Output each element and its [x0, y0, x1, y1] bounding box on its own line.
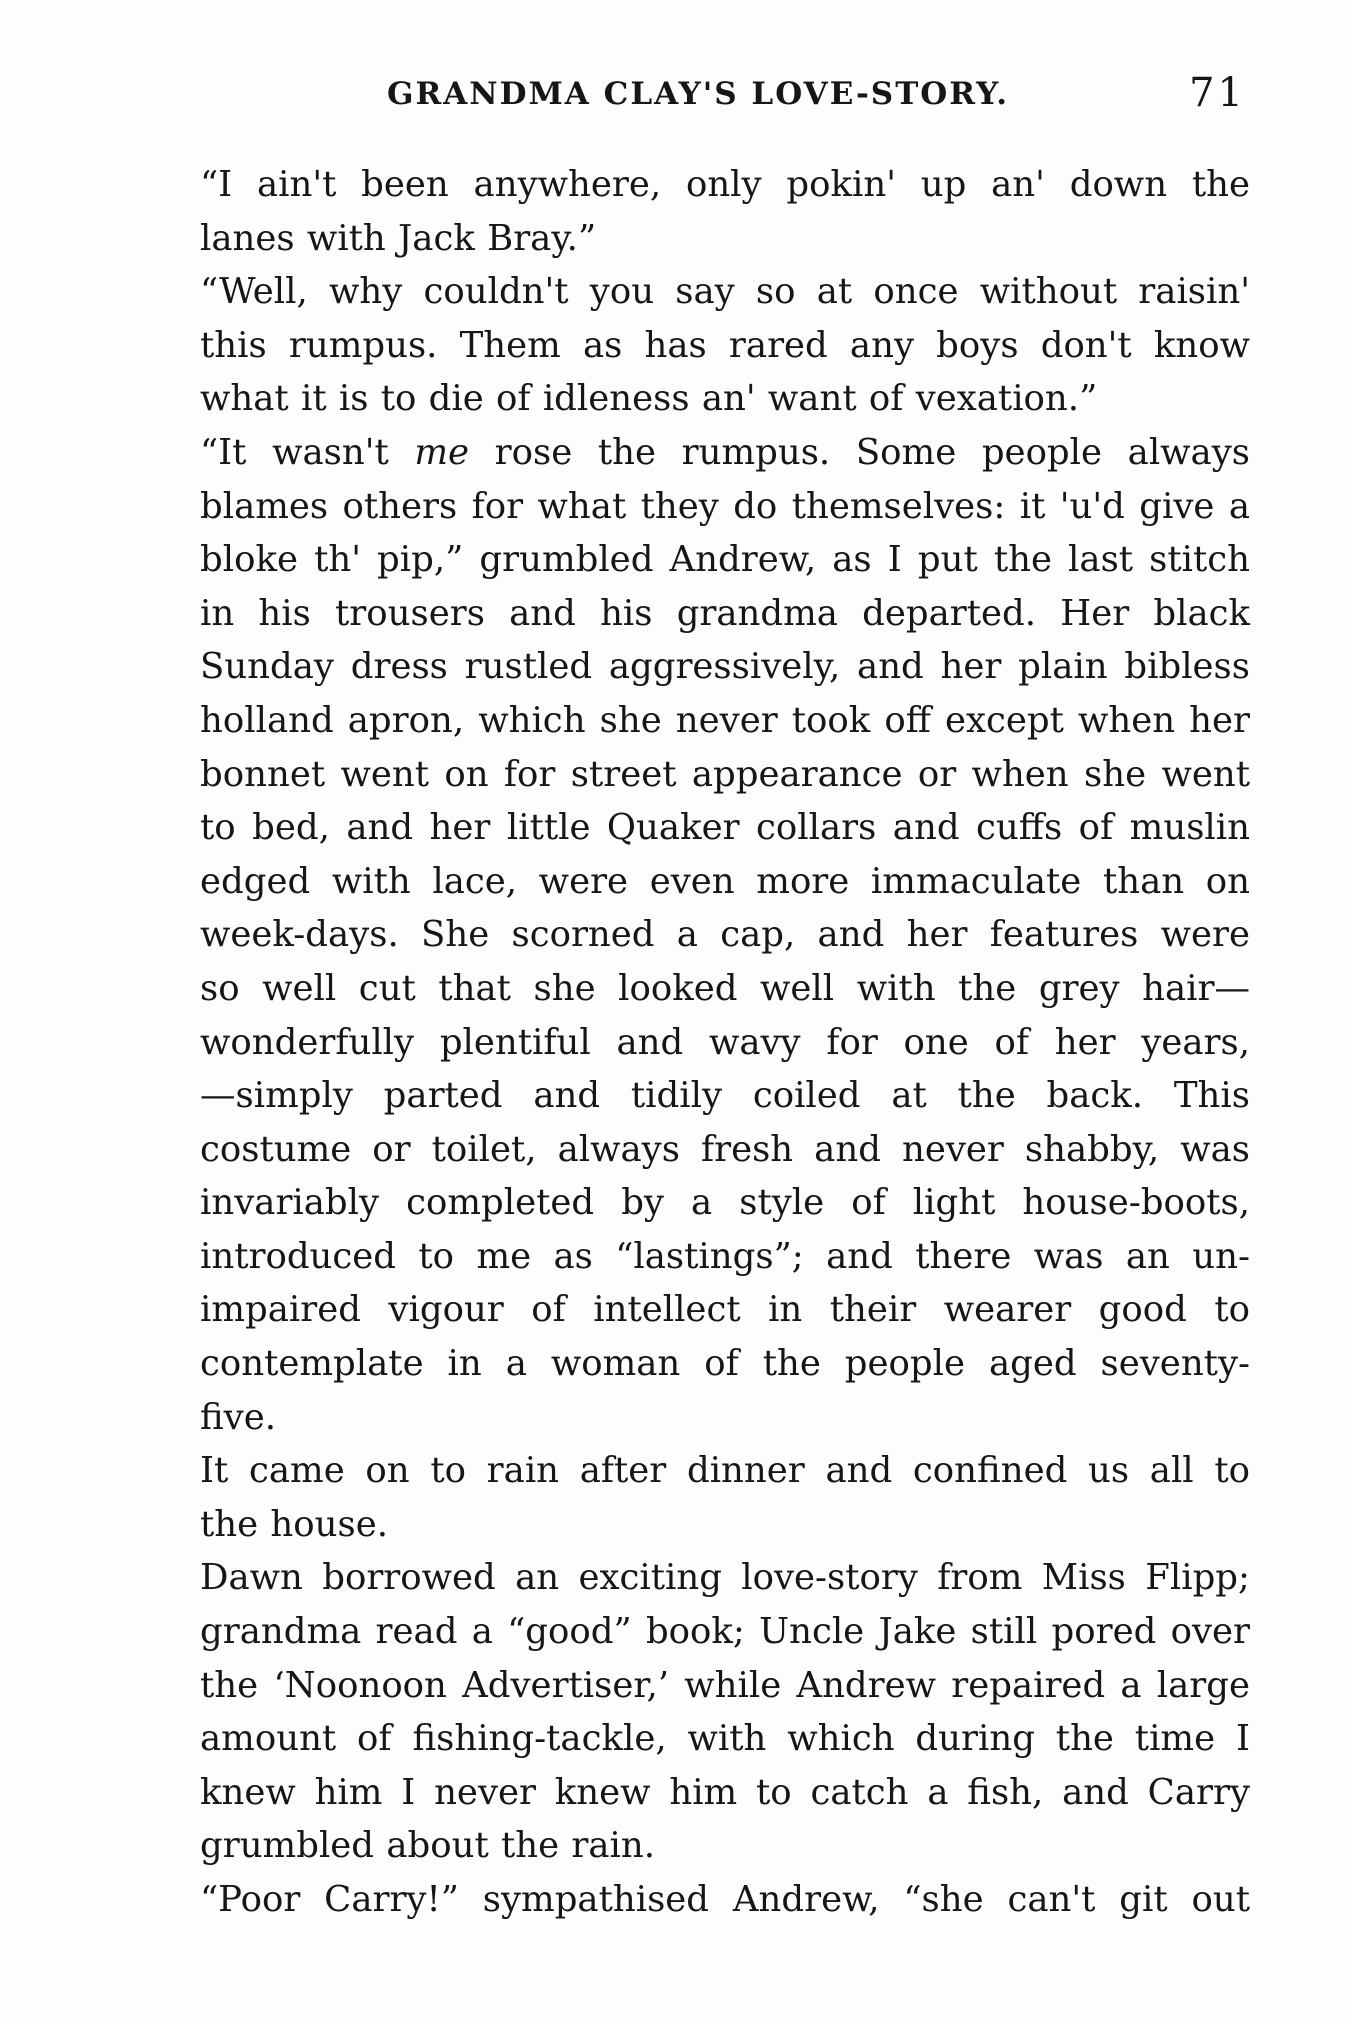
- text-line: “Well, why couldn't you say so at once without raisin': [200, 271, 1250, 313]
- paragraph: [152, 1551, 1250, 1873]
- text-line: “It wasn't me rose the rumpus. Some people always: [200, 431, 1250, 473]
- text-line: amount of fishing-tackle, with which during the time I: [200, 1718, 1250, 1760]
- text-line: five.: [200, 1396, 277, 1438]
- text-line: the ‘Noonoon Advertiser,’ while Andrew repaired a large: [200, 1664, 1250, 1706]
- text-line: costume or toilet, always fresh and never shabby, was: [200, 1128, 1250, 1170]
- text-line: It came on to rain after dinner and confined us all to: [200, 1450, 1250, 1492]
- text-line: “I ain't been anywhere, only pokin' up an' down the: [200, 164, 1250, 205]
- paragraph: [152, 158, 1250, 265]
- text-line: edged with lace, were even more immaculate than on: [200, 860, 1250, 902]
- text-line: impaired vigour of intellect in their wearer good to: [200, 1289, 1250, 1331]
- paragraph: [152, 265, 1250, 426]
- text-line: the house.: [200, 1503, 389, 1545]
- text-line: contemplate in a woman of the people aged seventy-: [200, 1343, 1250, 1385]
- body-text: [152, 158, 1250, 1927]
- text-line: blames others for what they do themselves: it 'u'd give a: [200, 485, 1250, 527]
- running-header: [150, 70, 1246, 120]
- emphasis: me: [414, 431, 470, 473]
- text-line: to bed, and her little Quaker collars and cuffs of muslin: [200, 807, 1250, 849]
- page-number: 71: [1189, 70, 1246, 116]
- text-line: holland apron, which she never took off except when her: [200, 699, 1250, 741]
- text-line: what it is to die of idleness an' want of vexation.”: [200, 378, 1098, 420]
- text-line: week-days. She scorned a cap, and her features were: [200, 914, 1250, 956]
- text-line: —simply parted and tidily coiled at the back. This: [200, 1075, 1250, 1117]
- running-title: GRANDMA CLAY'S LOVE-STORY.: [386, 76, 1010, 112]
- paragraph: [152, 426, 1250, 1444]
- text-line: this rumpus. Them as has rared any boys don't know: [200, 324, 1250, 366]
- text-line: knew him I never knew him to catch a fish, and Carry: [200, 1771, 1250, 1813]
- text-line: lanes with Jack Bray.”: [200, 217, 597, 259]
- text-line: in his trousers and his grandma departed. Her black: [200, 592, 1250, 634]
- text-line: introduced to me as “lastings”; and there was an un-: [200, 1235, 1250, 1277]
- text-line: grumbled about the rain.: [200, 1825, 656, 1867]
- paragraph: [152, 1444, 1250, 1551]
- paragraph: [152, 1873, 1250, 1927]
- text-line: grandma read a “good” book; Uncle Jake still pored over: [200, 1611, 1250, 1653]
- text-line: Dawn borrowed an exciting love-story from Miss Flipp;: [200, 1557, 1250, 1599]
- text-line: so well cut that she looked well with the grey hair—: [200, 967, 1250, 1009]
- text-line: wonderfully plentiful and wavy for one of her years,: [200, 1021, 1250, 1063]
- text-line: bonnet went on for street appearance or when she went: [200, 753, 1250, 795]
- text-line: bloke th' pip,” grumbled Andrew, as I put the last stitch: [200, 539, 1250, 581]
- text-line: invariably completed by a style of light house-boots,: [200, 1182, 1250, 1224]
- text-line: “Poor Carry!” sympathised Andrew, “she can't git out: [200, 1879, 1250, 1920]
- text-line: Sunday dress rustled aggressively, and her plain bibless: [200, 646, 1250, 688]
